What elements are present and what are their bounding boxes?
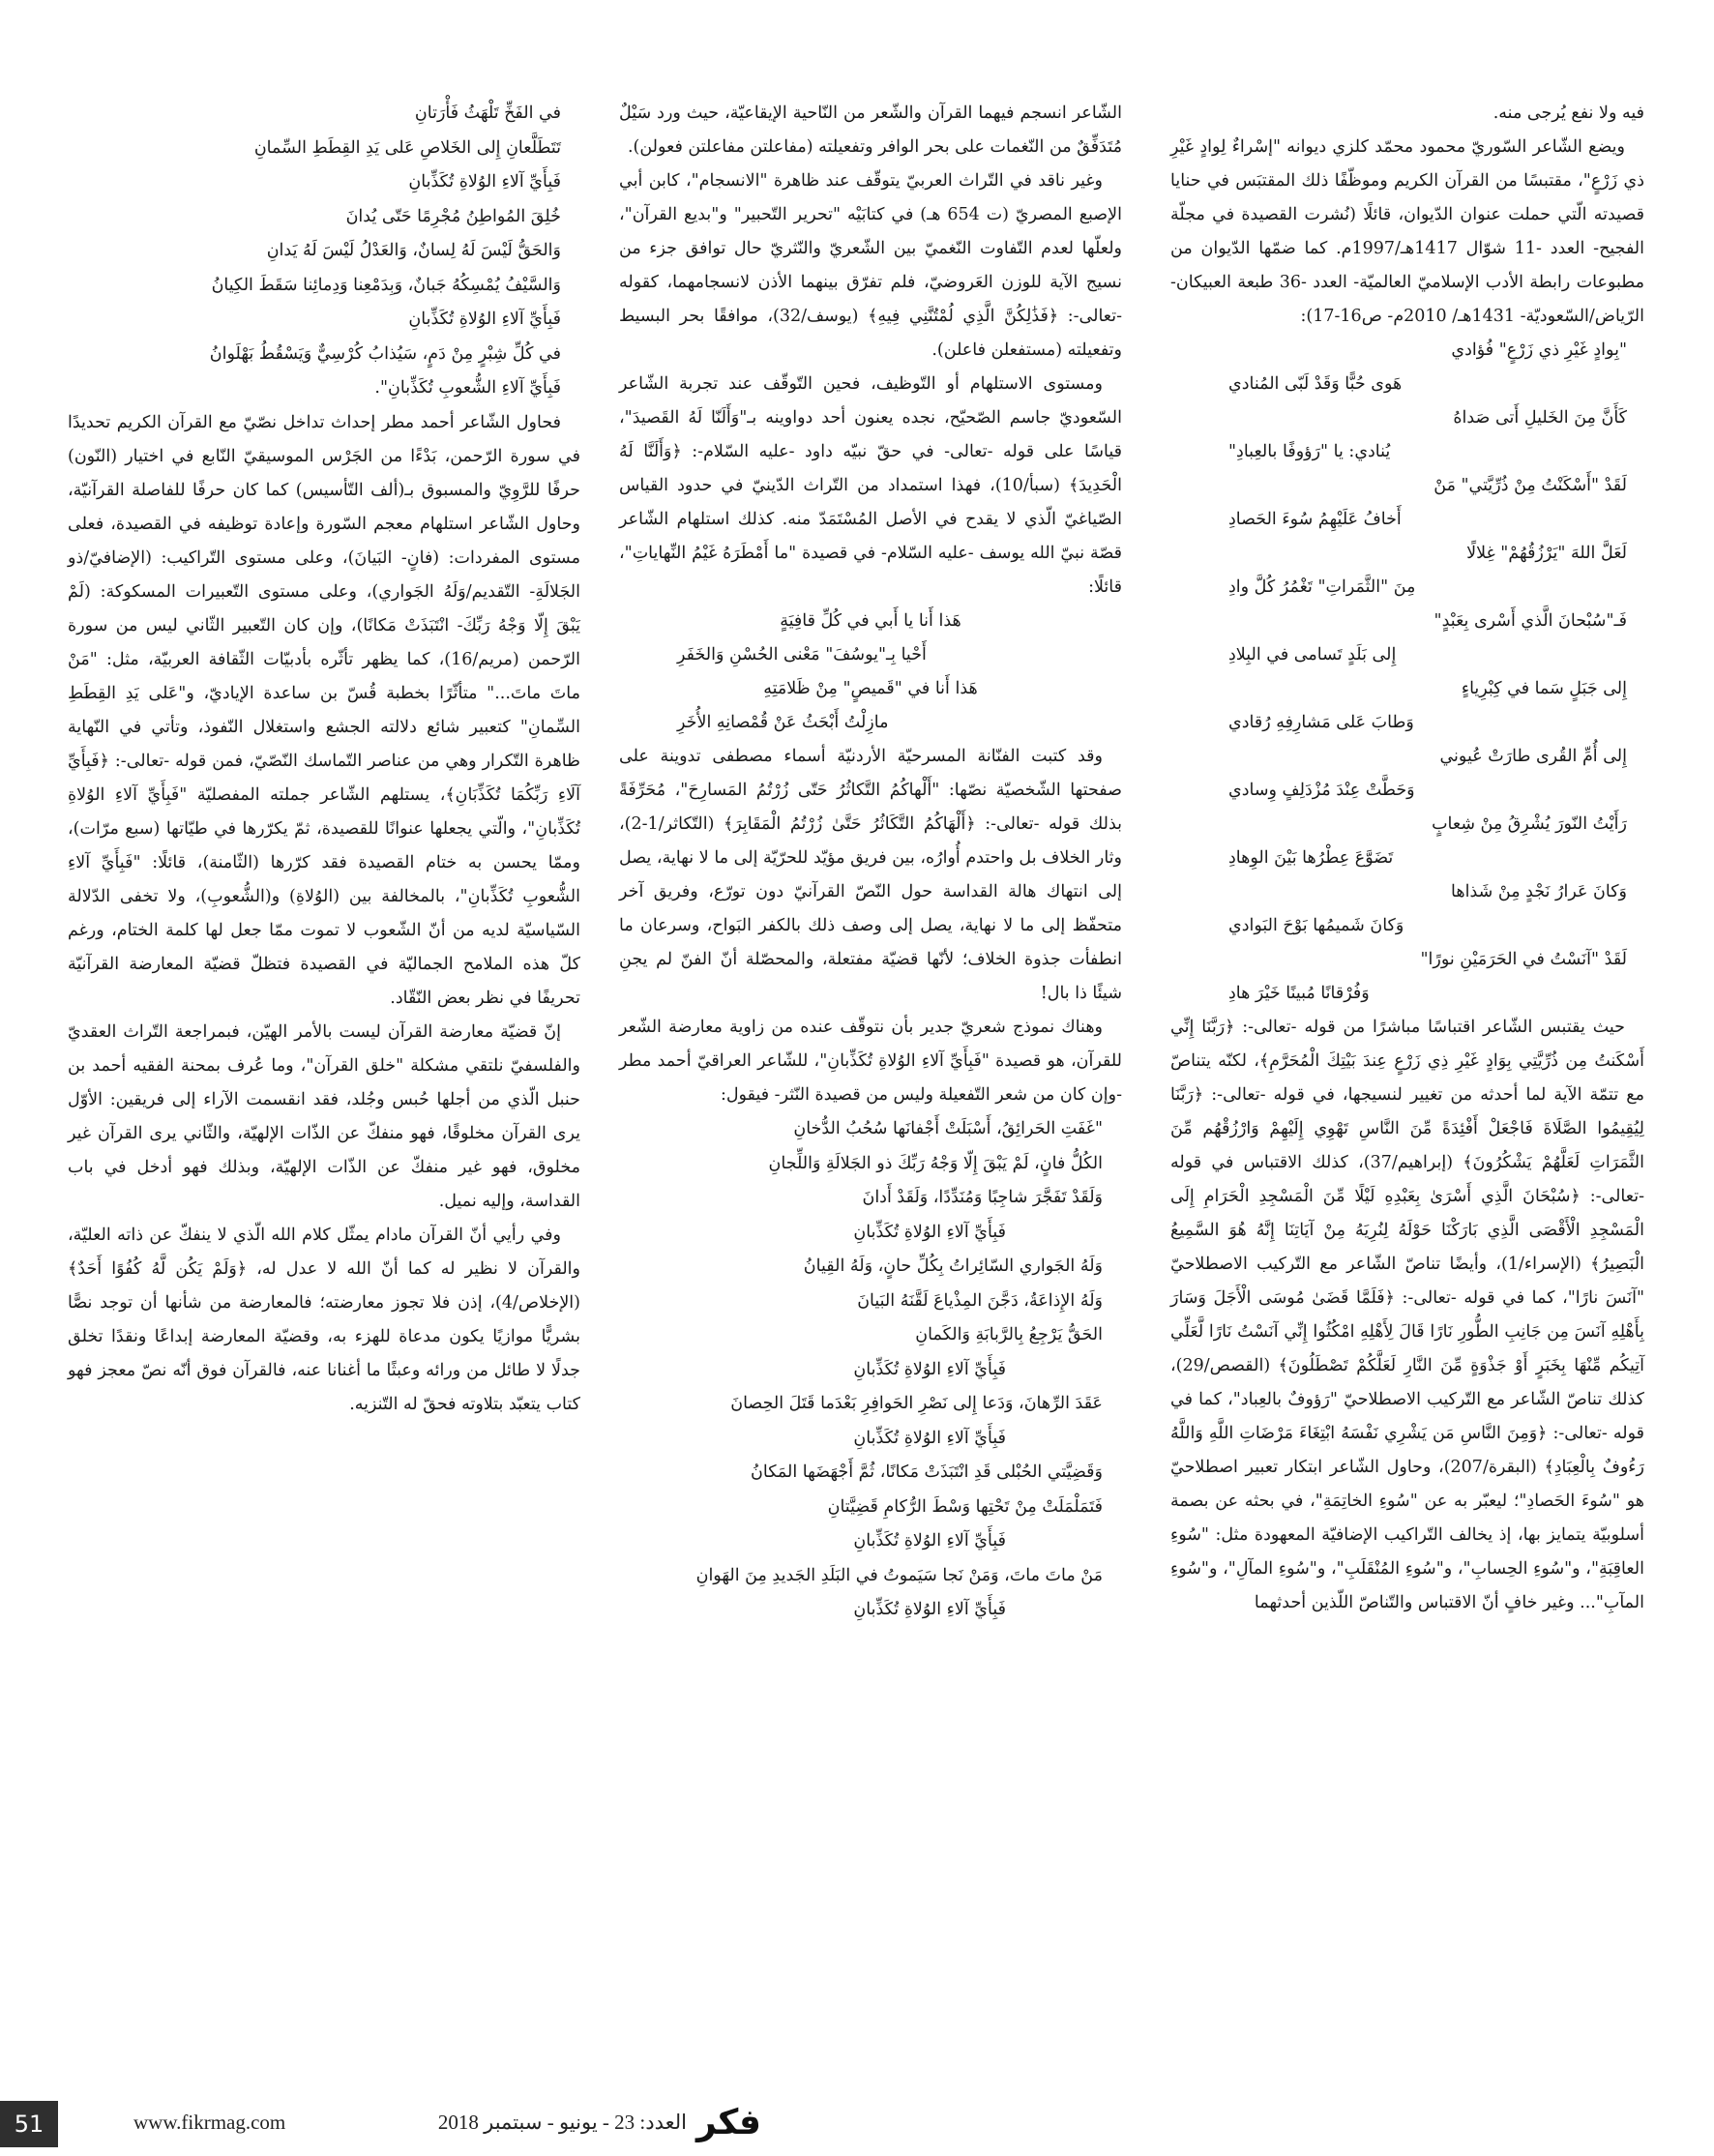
verse-line: هَوى حُبًّا وَقَدْ لَبّى المُنادي bbox=[1228, 374, 1403, 394]
paragraph: وهناك نموذج شعريّ جدير بأن نتوقّف عنده من زاوية معارضة الشّعر للقرآن، هو قصيدة "فَبِأَيِّ آلاءِ الوُلاةِ تُكَذِّبانِ"، للشّاعر العراقيّ أحمد مطر -وإن كان من شعر التّفعيلة وليس من قصيدة النّثر- فيقول: bbox=[619, 1018, 1122, 1105]
poem-refrain: فَبِأَيِّ آلاءِ الوُلاةِ تُكَذِّبانِ bbox=[853, 1359, 1006, 1379]
poem-line: وَقَضِيَّتي الحُبْلى قَدِ انْتَبَذَتْ مَكانًا، ثُمَّ أَجْهَضَها المَكانُ bbox=[751, 1462, 1103, 1482]
page-number: 51 bbox=[0, 2101, 58, 2147]
verse-line: إِلى بَلَدٍ تَسامى في البِلادِ bbox=[1228, 645, 1397, 665]
poem-line: في الفَخِّ تَلْهَثُ فَأْرَتانِ bbox=[414, 103, 561, 123]
verse-line: لَعَلَّ اللهَ "يَرْزُقُهُمْ" غِلالًا bbox=[1466, 544, 1627, 563]
verse-line: مِنَ "الثَّمَراتِ" تَغْمُرُ كُلَّ وادِ bbox=[1228, 577, 1416, 597]
intro-line: فيه ولا نفع يُرجى منه. bbox=[1492, 103, 1644, 123]
verse-line: فَـ"سُبْحانَ الَّذي أَسْرى بِعَبْدٍ" bbox=[1433, 611, 1627, 631]
paragraph: وغير ناقد في التّراث العربيّ يتوقّف عند ظاهرة "الانسجام"، كابن أبي الإصبع المصريّ (ت 654 هـ) في كتابَيْه "تحرير التّحبير" و"بديع القرآن"، ولعلّها لعدم التّفاوت النّغميّ بين الشّعريّ والنّثريّ حال توافق جزء من نسيج الآية للوزن العَروضيّ، فلم تفرّق بينهما الأذن لانسجامهما، كقوله -تعالى-: ﴿فَذَٰلِكُنَّ الَّذِي لُمْتُنَّنِي فِيهِ﴾ (يوسف/32)، موافقًا بحر البسيط وتفعيلته (مستفعلن فاعلن). bbox=[619, 171, 1122, 360]
poem-line: عَقَدَ الرِّهانَ، وَدَعا إِلى نَصْرِ الحَوافِرِ بَعْدَما قَتَلَ الحِصانَ bbox=[730, 1394, 1103, 1413]
verse-line: لَقَدْ "آنَسْتُ في الحَرَمَيْنِ نورًا" bbox=[1420, 950, 1627, 969]
right-column bbox=[1170, 97, 1644, 1620]
poem-refrain: فَبِأَيِّ آلاءِ الوُلاةِ تُكَذِّبانِ bbox=[853, 1600, 1006, 1619]
poem-matar-part1 bbox=[619, 1112, 1122, 1628]
paragraph: ومستوى الاستلهام أو التّوظيف، فحين التّوقّف عند تجربة الشّاعر السّعوديّ جاسم الصّحيّح، نجده يعنون أحد دواوينه بـ"وَأَلَنّا لَهُ القَصيدَ"، قياسًا على قوله -تعالى- في حقّ نبيّه داود -عليه السّلام-: ﴿وَأَلَنَّا لَهُ الْحَدِيدَ﴾ (سبأ/10)، فهذا استمداد من التّراث الدّينيّ في حدود القياس الصّياغيّ الّذي لا يقدح في الأصل المُسْتَمَدّ منه. كذلك استلهام الشّاعر قصّة نبيّ الله يوسف -عليه السّلام- في قصيدة "ما أَمْطَرَهُ غَيْمُ النِّهاياتِ"، قائلًا: bbox=[619, 374, 1122, 597]
poem-line: فَتَمَلْمَلَتْ مِنْ تَحْتِها وَسْطَ الرُّكامِ قَضِيَّتانِ bbox=[827, 1496, 1103, 1517]
poem-sahih bbox=[619, 605, 1122, 740]
poem-line: مَنْ ماتَ ماتَ، وَمَنْ نَجا سَيَموتُ في البَلَدِ الجَديدِ مِنَ الهَوانِ bbox=[695, 1565, 1103, 1585]
verse-line: هَذا أَنا يا أَبي في كُلِّ قافِيَةٍ bbox=[780, 611, 961, 631]
poem-line: وَلَقَدْ تَفَجَّرَ شاجِبًا وَمُنَدِّدًا، وَلَقَدْ أَدانَ bbox=[862, 1188, 1103, 1207]
middle-column bbox=[619, 97, 1122, 1628]
poem-refrain: فَبِأَيِّ آلاءِ الوُلاةِ تُكَذِّبانِ bbox=[408, 310, 561, 329]
poem-refrain: فَبِأَيِّ آلاءِ الوُلاةِ تُكَذِّبانِ bbox=[853, 1222, 1006, 1242]
poem-line: وَلَهُ الجَواري السّائِراتُ بِكُلِّ حانٍ، وَلَهُ القِيانُ bbox=[803, 1256, 1103, 1276]
verse-line: كَأَنَّ مِنَ الخَليلِ أَتى صَداهُ bbox=[1453, 408, 1627, 428]
verse-line: يُنادي: يا "رَؤوفًا بالعِبادِ" bbox=[1228, 442, 1391, 461]
poem-kalzi bbox=[1170, 334, 1644, 1011]
verse-line: "بِوادٍ غَيْرِ ذي زَرْعٍ" فُؤادي bbox=[1451, 340, 1627, 360]
verse-line: إِلى أُمِّ القُرى طارَتْ عُيوني bbox=[1439, 747, 1627, 766]
paragraph: فحاول الشّاعر أحمد مطر إحداث تداخل نصّيّ مع القرآن الكريم تحديدًا في سورة الرّحمن، بَدْءًا من الجَرْس الموسيقيّ النّابع في اختيار (النّون) حرفًا للرَّوِيّ والمسبوق بـ(ألف التّأسيس) كما كان حرفًا للفاصلة القرآنيّة، وحاول الشّاعر استلهام معجم السّورة وإعادة توظيفه في القصيدة، فعلى مستوى المفردات: (فانٍ- البَيانَ)، وعلى مستوى التّراكيب: (الإضافيّ/ذو الجَلالَةِ- التّقديم/وَلَهُ الجَواري)، وعلى مستوى التّعبيرات المسكوكة: (لَمْ يَبْقَ إِلّا وَجْهُ رَبِّكَ- انْتَبَذَتْ مَكانًا)، وإن كان التّعبير الثّاني ليس من سورة الرّحمن (مريم/16)، كما يظهر تأثّره بأدبيّات الثّقافة العربيّة، مثل: "مَنْ ماتَ ماتَ..." متأثّرًا بخطبة قُسّ بن ساعدة الإياديّ، و"عَلى يَدِ القِطَطِ السِّمانِ" كتعبير شائع دلالته الجشع واستغلال النّفوذ، وتأتي في النّهاية ظاهرة التّكرار وهي من عناصر التّماسك النّصّيّ، فمن قوله -تعالى-: ﴿فَبِأَيِّ آلَاءِ رَبِّكُمَا تُكَذِّبَانِ﴾، يستلهم الشّاعر جملته المفصليّة "فَبِأَيِّ آلاءِ الوُلاةِ تُكَذِّبانِ"، والّتي يجعلها عنوانًا للقصيدة، ثمّ يكرّرها في طيّاتها (سبع مرّات)، وممّا يحسن به ختام القصيدة فقد كرّرها (الثّامنة)، قائلًا: "فَبِأَيِّ آلاءِ الشُّعوبِ تُكَذِّبانِ"، بالمخالفة بين (الوُلاةِ) و(الشُّعوبِ)، ولا تخفى الدّلالة السّياسيّة لديه من أنّ الشّعوب لا تموت ممّا جعل لها كلمة الختام، ورغم كلّ هذه الملامح الجماليّة في القصيدة فتظلّ قضيّة المعارضة القرآنيّة تحريفًا في نظر بعض النّقّاد. bbox=[68, 412, 580, 1008]
paragraph: وفي رأيي أنّ القرآن مادام يمثّل كلام الله الّذي لا ينفكّ عن ذاته العليّة، والقرآن لا نظير له كما أنّ الله لا عدل له، ﴿وَلَمْ يَكُن لَّهُ كُفُوًا أَحَدٌ﴾ (الإخلاص/4)، إذن فلا تجوز معارضته؛ فالمعارضة من شأنها أن توجد نصًّا بشريًّا موازيًا يكون مدعاة للهزء به، وقضيّة المعارضة إبداعًا ونقدًا تخلق جدلًا لا طائل من ورائه وعبثًا ما أغنانا عنه، فالقرآن فوق أنّه نصّ معجز فهو كتاب يتعبّد بتلاوته فحقّ له التّنزيه. bbox=[68, 1225, 580, 1414]
poem-line: تَتَطَلَّعانِ إِلى الخَلاصِ عَلى يَدِ القِطَطِ السِّمانِ bbox=[253, 137, 561, 158]
poem-line: الكُلُّ فانٍ، لَمْ يَبْقَ إِلّا وَجْهُ رَبِّكَ ذو الجَلالَةِ وَاللِّجانِ bbox=[768, 1153, 1103, 1173]
intro-paragraph: ويضع الشّاعر السّوريّ محمود محمّد كلزي ديوانه "إسْراءٌ لِوادٍ غَيْرِ ذي زَرْعٍ"، مقتبسًا من القرآن الكريم وموظّفًا ذلك المقتبَس في حنايا قصيدته الّتي حملت عنوان الدّيوان، قائلًا (نُشرت القصيدة في مجلّة الفجيح- العدد -11 شوّال 1417هـ/1997م. كما ضمّها الدّيوان من مطبوعات رابطة الأدب الإسلاميّ العالميّة- العدد -36 طبعة العبيكان- الرّياض/السّعوديّة- 1431هـ/ 2010م- ص16-17): bbox=[1170, 137, 1644, 326]
poem-refrain: فَبِأَيِّ آلاءِ الشُّعوبِ تُكَذِّبانِ". bbox=[374, 378, 561, 398]
paragraph: الشّاعر انسجم فيهما القرآن والشّعر من النّاحية الإيقاعيّة، حيث ورد سَيْلٌ مُتَدَفِّقٌ من النّغمات على بحر الوافر وتفعيلته (مفاعلتن مفاعلتن فعولن). bbox=[619, 103, 1122, 157]
verse-line: وَفُرْقانًا مُبينًا خَيْرَ هادِ bbox=[1228, 984, 1370, 1003]
website-link[interactable]: www.fikrmag.com bbox=[133, 2111, 286, 2134]
poem-line: في كُلِّ شِبْرٍ مِنْ دَمٍ، سَيُذابُ كُرْسِيٌّ وَيَسْقُطُ بَهْلَوانُ bbox=[209, 343, 561, 364]
poem-line: الحَقُّ يَرْجِعُ بِالرَّبابَةِ وَالكَمانِ bbox=[915, 1325, 1103, 1344]
verse-line: لَقَدْ "أَسْكَنْتُ مِنْ ذُرِّيَّتي" مَنْ bbox=[1433, 476, 1627, 495]
magazine-logo: فكر bbox=[696, 2103, 761, 2142]
verse-line: وَكانَ عَرارُ نَجْدٍ مِنْ شَذاها bbox=[1451, 882, 1627, 901]
verse-line: أَحْيا بِـ"يوسُفَ" مَعْنى الحُسْنِ وَالخَفَرِ bbox=[677, 645, 927, 665]
poem-line: وَالحَقُّ لَيْسَ لَهُ لِسانٌ، وَالعَدْلُ لَيْسَ لَهُ يَدانِ bbox=[266, 241, 561, 260]
verse-line: وَكانَ شَميمُها بَوْحَ البَوادي bbox=[1228, 916, 1404, 935]
verse-line: هَذا أَنا في "قَميصٍ" مِنْ ظَلامَتِهِ bbox=[763, 679, 978, 698]
poem-line: وَالسَّيْفُ يُمْسِكُهُ جَبانٌ، وَبِدَمْعِنا وَدِمائِنا سَقَطَ الكِيانُ bbox=[211, 275, 561, 295]
issue-info: العدد: 23 - يونيو - سبتمبر 2018 bbox=[437, 2111, 687, 2134]
paragraph: إنّ قضيّة معارضة القرآن ليست بالأمر الهيّن، فبمراجعة التّراث العقديّ والفلسفيّ نلتقي مشكلة "خلق القرآن"، وما عُرف بمحنة الفقيه أحمد بن حنبل الّذي من أجلها حُبس وجُلد، فقد انقسمت الآراء إلى فريقين: الأوّل يرى القرآن مخلوقًا، فهو منفكّ عن الذّات الإلهيّة، والثّاني يرى القرآن غير مخلوق، فهو غير منفكّ عن الذّات الإلهيّة، وبذلك فهو أدخل في باب القداسة، وإليه نميل. bbox=[68, 1021, 580, 1211]
poem-line: وَلَهُ الإِذاعَةُ، دَجَّنَ المِذْياعَ لَقَّنَهُ البَيانَ bbox=[857, 1290, 1103, 1311]
verse-line: وَطابَ عَلى مَشارِفِهِ رُقادي bbox=[1228, 713, 1414, 732]
analysis-paragraph: حيث يقتبس الشّاعر اقتباسًا مباشرًا من قوله -تعالى-: ﴿رَبَّنَا إِنِّي أَسْكَنتُ مِن ذُرِّيَّتِي بِوَادٍ غَيْرِ ذِي زَرْعٍ عِندَ بَيْتِكَ الْمُحَرَّمِ﴾، لكنّه يتناصّ مع تتمّة الآية لما أحدثه من تغيير لنسيجها، في قوله -تعالى-: ﴿رَبَّنَا لِيُقِيمُوا الصَّلَاةَ فَاجْعَلْ أَفْئِدَةً مِّنَ النَّاسِ تَهْوِي إِلَيْهِمْ وَارْزُقْهُم مِّنَ الثَّمَرَاتِ لَعَلَّهُمْ يَشْكُرُونَ﴾ (إبراهيم/37)، كذلك الاقتباس في قوله -تعالى-: ﴿سُبْحَانَ الَّذِي أَسْرَىٰ بِعَبْدِهِ لَيْلًا مِّنَ الْمَسْجِدِ الْحَرَامِ إِلَى الْمَسْجِدِ الْأَقْصَى الَّذِي بَارَكْنَا حَوْلَهُ لِنُرِيَهُ مِنْ آيَاتِنَا إِنَّهُ هُوَ السَّمِيعُ الْبَصِيرُ﴾ (الإسراء/1)، وأيضًا تناصّ الشّاعر مع التّركيب الاصطلاحيّ "آنَسَ نارًا"، كما في قوله -تعالى-: ﴿فَلَمَّا قَضَىٰ مُوسَى الْأَجَلَ وَسَارَ بِأَهْلِهِ آنَسَ مِن جَانِبِ الطُّورِ نَارًا قَالَ لِأَهْلِهِ امْكُثُوا إِنِّي آنَسْتُ نَارًا لَّعَلِّي آتِيكُم مِّنْهَا بِخَبَرٍ أَوْ جَذْوَةٍ مِّنَ النَّارِ لَعَلَّكُمْ تَصْطَلُونَ﴾ (القصص/29)، كذلك تناصّ الشّاعر مع التّركيب الاصطلاحيّ "رَؤوفٌ بالعِباد"، كما في قوله -تعالى-: ﴿وَمِنَ النَّاسِ مَن يَشْرِي نَفْسَهُ ابْتِغَاءَ مَرْضَاتِ اللَّهِ وَاللَّهُ رَءُوفٌ بِالْعِبَادِ﴾ (البقرة/207)، وحاول الشّاعر ابتكار تعبير اصطلاحيّ هو "سُوءَ الحَصادِ"؛ ليعبّر به عن "سُوءِ الخاتِمَةِ"، في بحثه عن بصمة أسلوبيّة يتمايز بها، إذ يخالف التّراكيب الإضافيّة المعهودة مثل: "سُوءِ العاقِبَةِ"، و"سُوءِ الحِسابِ"، و"سُوءِ المُنْقَلَبِ"، و"سُوءِ المآلِ"، و"سُوءِ المآبِ"... وغير خافٍ أنّ الاقتباس والتّناصّ اللّذين أحدثهما bbox=[1170, 1018, 1644, 1612]
verse-line: وَحَطَّتْ عِنْدَ مُزْدَلِفٍ وِسادي bbox=[1228, 781, 1415, 800]
poem-refrain: فَبِأَيِّ آلاءِ الوُلاةِ تُكَذِّبانِ bbox=[853, 1428, 1006, 1448]
verse-line: تَضَوَّعَ عِطْرُها بَيْنَ الوِهادِ bbox=[1228, 848, 1394, 868]
verse-line: رَأَيْتُ النّورَ يُشْرِقُ مِنْ شِعابٍ bbox=[1432, 814, 1627, 834]
poem-refrain: فَبِأَيِّ آلاءِ الوُلاةِ تُكَذِّبانِ bbox=[408, 172, 561, 192]
verse-line: إِلى جَبَلٍ سَما في كِبْرِياءٍ bbox=[1461, 679, 1627, 698]
left-column bbox=[68, 97, 580, 1422]
poem-matar-part2 bbox=[68, 97, 580, 406]
paragraph: وقد كتبت الفنّانة المسرحيّة الأردنيّة أسماء مصطفى تدوينة على صفحتها الشّخصيّة نصّها: "أَلْهاكُمُ التَّكاثُرُ حَتّى زُرْتُمُ المَسارِحَ"، مُحَرِّفَةً بذلك قوله -تعالى-: ﴿أَلْهَاكُمُ التَّكَاثُرُ حَتَّىٰ زُرْتُمُ الْمَقَابِرَ﴾ (التّكاثر/1-2)، وثار الخلاف بل واحتدم أُوارُه، بين فريق مؤيّد للحرّيّة إلى ما لا نهاية، يصل إلى انتهاك هالة القداسة حول النّصّ القرآنيّ دون تورّع، وفريق آخر متحفّظ إلى ما لا نهاية، يصل إلى وصف ذلك بالكفر البَواح، وسرعان ما انطفأت جذوة الخلاف؛ لأنّها قضيّة مفتعلة، والمحصّلة أنّ الفنّ لم يجنِ شيئًا ذا بال! bbox=[619, 747, 1122, 1003]
poem-line: "غَفَتِ الحَرائِقُ، أَسْبَلَتْ أَجْفانَها سُحُبُ الدُّخانِ bbox=[793, 1119, 1103, 1138]
poem-line: خُلِقَ المُواطِنُ مُجْرِمًا حَتّى يُدانَ bbox=[345, 206, 561, 226]
poem-refrain: فَبِأَيِّ آلاءِ الوُلاةِ تُكَذِّبانِ bbox=[853, 1531, 1006, 1551]
page-footer bbox=[0, 2101, 1714, 2149]
verse-line: أَخافُ عَلَيْهِمُ سُوءَ الحَصادِ bbox=[1228, 510, 1402, 529]
verse-line: مازِلْتُ أَبْحَثُ عَنْ قُمْصانِهِ الأُخَرِ bbox=[677, 713, 889, 732]
